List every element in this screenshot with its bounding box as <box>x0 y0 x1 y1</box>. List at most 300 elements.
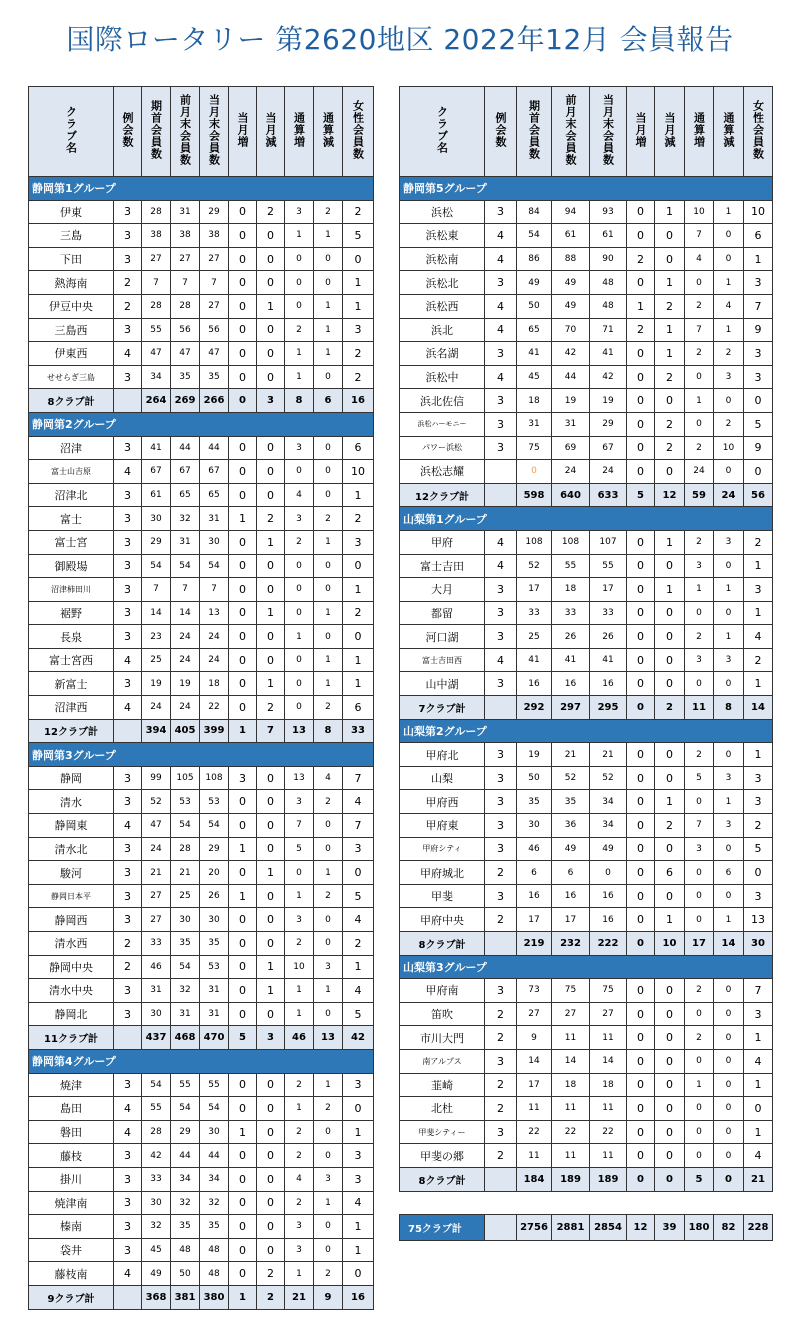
cell-start-members: 38 <box>142 224 171 248</box>
cell-prev-members: 42 <box>552 342 590 366</box>
cell-month-inc: 3 <box>229 766 257 790</box>
cell-total-dec: 3 <box>714 648 744 672</box>
cell-total-dec: 0 <box>714 837 744 861</box>
cell-start-members: 46 <box>142 955 171 979</box>
club-name: 浜松 <box>400 200 485 224</box>
cell-start-members: 46 <box>517 837 552 861</box>
cell-female: 2 <box>343 200 374 224</box>
subtotal-value <box>114 1026 142 1050</box>
club-name: 富士宮 <box>29 530 114 554</box>
cell-month-inc: 0 <box>229 318 257 342</box>
cell-meetings: 3 <box>114 1002 142 1026</box>
cell-prev-members: 27 <box>171 247 200 271</box>
club-row <box>400 1073 773 1097</box>
subtotal-value: 8 <box>314 719 343 743</box>
cell-curr-members: 16 <box>590 908 627 932</box>
subtotal-value: 16 <box>343 1285 374 1309</box>
column-header-label: 当月減 <box>663 112 676 148</box>
cell-total-dec: 2 <box>314 200 343 224</box>
cell-female: 4 <box>343 908 374 932</box>
cell-month-inc: 0 <box>229 294 257 318</box>
cell-month-inc: 0 <box>229 696 257 720</box>
cell-month-inc: 0 <box>627 389 655 413</box>
club-row <box>400 1120 773 1144</box>
cell-total-dec: 0 <box>314 837 343 861</box>
club-row <box>29 601 374 625</box>
cell-month-dec: 1 <box>655 342 685 366</box>
cell-total-inc: 7 <box>285 814 314 838</box>
subtotal-value: 13 <box>314 1026 343 1050</box>
subtotal-value: 21 <box>744 1167 773 1191</box>
cell-curr-members: 17 <box>590 578 627 602</box>
cell-total-inc: 3 <box>685 837 714 861</box>
cell-month-inc: 0 <box>229 342 257 366</box>
cell-month-dec: 0 <box>257 814 285 838</box>
cell-start-members: 54 <box>142 1073 171 1097</box>
cell-meetings: 3 <box>485 389 517 413</box>
cell-total-dec: 0 <box>714 1097 744 1121</box>
cell-prev-members: 54 <box>171 1097 200 1121</box>
subtotal-row <box>400 932 773 956</box>
cell-start-members: 29 <box>142 530 171 554</box>
club-name: 浜松志耀 <box>400 460 485 484</box>
cell-month-dec: 1 <box>257 601 285 625</box>
cell-total-inc: 1 <box>285 979 314 1003</box>
cell-month-inc: 0 <box>627 861 655 885</box>
cell-start-members: 65 <box>517 318 552 342</box>
cell-total-inc: 5 <box>285 837 314 861</box>
group-header-row <box>29 743 374 767</box>
club-row <box>29 837 374 861</box>
club-name: 三島西 <box>29 318 114 342</box>
cell-total-inc: 2 <box>285 318 314 342</box>
club-row <box>29 648 374 672</box>
club-row <box>29 342 374 366</box>
subtotal-value: 8 <box>285 389 314 413</box>
cell-month-dec: 0 <box>257 1073 285 1097</box>
cell-curr-members: 30 <box>200 908 229 932</box>
cell-meetings: 4 <box>485 247 517 271</box>
cell-month-dec: 2 <box>655 294 685 318</box>
cell-start-members: 108 <box>517 530 552 554</box>
cell-curr-members: 27 <box>590 1002 627 1026</box>
club-row <box>29 507 374 531</box>
cell-total-dec: 3 <box>714 814 744 838</box>
cell-month-inc: 0 <box>229 1262 257 1286</box>
cell-curr-members: 44 <box>200 436 229 460</box>
cell-total-dec: 0 <box>314 271 343 295</box>
club-name: 浜松東 <box>400 224 485 248</box>
cell-prev-members: 44 <box>552 365 590 389</box>
cell-start-members: 30 <box>517 814 552 838</box>
cell-total-dec: 0 <box>714 1073 744 1097</box>
cell-meetings: 3 <box>114 530 142 554</box>
cell-curr-members: 0 <box>590 861 627 885</box>
cell-curr-members: 53 <box>200 790 229 814</box>
cell-start-members: 28 <box>142 200 171 224</box>
cell-total-inc: 2 <box>285 932 314 956</box>
cell-female: 0 <box>343 1262 374 1286</box>
cell-total-inc: 3 <box>285 908 314 932</box>
cell-month-inc: 0 <box>229 979 257 1003</box>
cell-curr-members: 18 <box>200 672 229 696</box>
club-row <box>400 672 773 696</box>
club-name: 甲斐シティー <box>400 1120 485 1144</box>
cell-prev-members: 14 <box>171 601 200 625</box>
subtotal-value: 266 <box>200 389 229 413</box>
club-name: 甲府中央 <box>400 908 485 932</box>
club-name: 伊東 <box>29 200 114 224</box>
club-name: 静岡 <box>29 766 114 790</box>
subtotal-value: 394 <box>142 719 171 743</box>
cell-total-dec: 0 <box>314 365 343 389</box>
cell-meetings: 3 <box>114 601 142 625</box>
cell-meetings: 3 <box>485 766 517 790</box>
subtotal-label: 12クラブ計 <box>400 483 485 507</box>
column-header <box>171 87 200 177</box>
column-header-label: クラブ名 <box>64 106 78 154</box>
subtotal-value: 184 <box>517 1167 552 1191</box>
cell-month-inc: 0 <box>229 247 257 271</box>
club-name: 熱海南 <box>29 271 114 295</box>
club-row <box>29 932 374 956</box>
club-row <box>400 436 773 460</box>
cell-meetings: 3 <box>485 1120 517 1144</box>
cell-prev-members: 36 <box>552 814 590 838</box>
cell-prev-members: 56 <box>171 318 200 342</box>
cell-female: 2 <box>343 932 374 956</box>
cell-total-dec: 1 <box>314 1073 343 1097</box>
cell-curr-members: 54 <box>200 814 229 838</box>
subtotal-label: 11クラブ計 <box>29 1026 114 1050</box>
cell-total-inc: 1 <box>685 1073 714 1097</box>
subtotal-value: 5 <box>229 1026 257 1050</box>
cell-total-inc: 1 <box>685 389 714 413</box>
cell-start-members: 33 <box>142 1167 171 1191</box>
cell-prev-members: 94 <box>552 200 590 224</box>
club-row <box>400 271 773 295</box>
cell-prev-members: 105 <box>171 766 200 790</box>
cell-female: 10 <box>744 200 773 224</box>
subtotal-value: 380 <box>200 1285 229 1309</box>
cell-curr-members: 71 <box>590 318 627 342</box>
cell-month-dec: 1 <box>655 271 685 295</box>
club-name: 山中湖 <box>400 672 485 696</box>
cell-meetings: 3 <box>114 1167 142 1191</box>
cell-total-dec: 2 <box>314 790 343 814</box>
cell-month-dec: 0 <box>257 554 285 578</box>
club-name: 山梨 <box>400 766 485 790</box>
cell-start-members: 17 <box>517 1073 552 1097</box>
cell-total-inc: 0 <box>285 554 314 578</box>
subtotal-value <box>114 719 142 743</box>
cell-female: 7 <box>744 294 773 318</box>
cell-curr-members: 18 <box>590 1073 627 1097</box>
cell-start-members: 7 <box>142 578 171 602</box>
cell-female: 3 <box>343 318 374 342</box>
cell-female: 1 <box>343 955 374 979</box>
club-row <box>29 460 374 484</box>
cell-start-members: 7 <box>142 271 171 295</box>
cell-total-dec: 3 <box>714 530 744 554</box>
cell-start-members: 99 <box>142 766 171 790</box>
cell-total-inc: 4 <box>685 247 714 271</box>
cell-total-inc: 5 <box>685 766 714 790</box>
cell-month-inc: 0 <box>627 601 655 625</box>
club-row <box>29 578 374 602</box>
cell-start-members: 49 <box>517 271 552 295</box>
cell-start-members: 11 <box>517 1144 552 1168</box>
club-row <box>29 224 374 248</box>
cell-meetings: 4 <box>114 1262 142 1286</box>
cell-prev-members: 34 <box>171 1167 200 1191</box>
cell-total-inc: 7 <box>685 318 714 342</box>
cell-total-inc: 24 <box>685 460 714 484</box>
cell-month-inc: 0 <box>627 530 655 554</box>
cell-total-dec: 0 <box>314 554 343 578</box>
cell-total-dec: 0 <box>714 460 744 484</box>
cell-month-dec: 0 <box>257 271 285 295</box>
club-name: 甲府南 <box>400 979 485 1003</box>
cell-month-inc: 1 <box>627 294 655 318</box>
cell-total-inc: 0 <box>285 271 314 295</box>
subtotal-value: 437 <box>142 1026 171 1050</box>
club-name: 浜松中 <box>400 365 485 389</box>
cell-prev-members: 52 <box>552 766 590 790</box>
cell-month-inc: 0 <box>627 814 655 838</box>
cell-female: 5 <box>744 837 773 861</box>
club-row <box>29 436 374 460</box>
cell-meetings: 3 <box>114 365 142 389</box>
cell-meetings: 2 <box>485 861 517 885</box>
cell-start-members: 30 <box>142 1191 171 1215</box>
cell-female: 0 <box>343 861 374 885</box>
cell-prev-members: 49 <box>552 271 590 295</box>
cell-total-dec: 1 <box>314 1191 343 1215</box>
club-name: 沼津北 <box>29 483 114 507</box>
club-row <box>400 908 773 932</box>
cell-meetings: 3 <box>485 436 517 460</box>
cell-month-inc: 0 <box>229 483 257 507</box>
cell-prev-members: 44 <box>171 1144 200 1168</box>
cell-total-inc: 4 <box>285 1167 314 1191</box>
cell-curr-members: 20 <box>200 861 229 885</box>
cell-month-dec: 0 <box>257 884 285 908</box>
cell-meetings: 3 <box>485 979 517 1003</box>
cell-total-dec: 1 <box>314 342 343 366</box>
cell-female: 1 <box>744 743 773 767</box>
cell-month-dec: 0 <box>655 743 685 767</box>
subtotal-value: 3 <box>257 1026 285 1050</box>
club-name: 掛川 <box>29 1167 114 1191</box>
column-header <box>552 87 590 177</box>
group-header-row <box>400 177 773 201</box>
club-row <box>400 979 773 1003</box>
club-name: 韮崎 <box>400 1073 485 1097</box>
cell-start-members: 35 <box>517 790 552 814</box>
cell-prev-members: 55 <box>552 554 590 578</box>
cell-month-inc: 0 <box>627 578 655 602</box>
cell-month-inc: 2 <box>627 318 655 342</box>
club-row <box>400 861 773 885</box>
cell-meetings: 3 <box>114 861 142 885</box>
grand-total-value: 2854 <box>590 1215 627 1241</box>
cell-female: 4 <box>744 625 773 649</box>
cell-prev-members: 7 <box>171 271 200 295</box>
cell-female: 0 <box>744 1097 773 1121</box>
subtotal-value <box>485 1167 517 1191</box>
cell-total-inc: 1 <box>685 578 714 602</box>
cell-month-dec: 0 <box>257 625 285 649</box>
cell-month-dec: 0 <box>655 672 685 696</box>
subtotal-row <box>29 1026 374 1050</box>
cell-female: 7 <box>343 814 374 838</box>
club-row <box>29 1073 374 1097</box>
cell-curr-members: 16 <box>590 672 627 696</box>
cell-total-dec: 1 <box>714 790 744 814</box>
grand-total-value: 180 <box>685 1215 714 1241</box>
cell-meetings: 3 <box>485 1049 517 1073</box>
cell-meetings: 3 <box>114 554 142 578</box>
cell-prev-members: 21 <box>552 743 590 767</box>
cell-total-inc: 2 <box>685 1026 714 1050</box>
group-header-row <box>29 177 374 201</box>
grand-total-label: 75クラブ計 <box>400 1215 485 1241</box>
grand-total-value: 2756 <box>517 1215 552 1241</box>
cell-start-members: 27 <box>142 908 171 932</box>
cell-female: 3 <box>343 530 374 554</box>
subtotal-value: 3 <box>257 389 285 413</box>
club-row <box>29 861 374 885</box>
column-header-label: 期首会員数 <box>149 100 163 160</box>
cell-meetings: 3 <box>485 578 517 602</box>
cell-curr-members: 48 <box>590 271 627 295</box>
cell-month-dec: 2 <box>257 1262 285 1286</box>
cell-meetings: 3 <box>114 224 142 248</box>
cell-month-dec: 2 <box>655 412 685 436</box>
cell-female: 1 <box>343 294 374 318</box>
grand-total-value: 39 <box>655 1215 685 1241</box>
column-header <box>714 87 744 177</box>
cell-month-dec: 0 <box>257 436 285 460</box>
cell-curr-members: 107 <box>590 530 627 554</box>
cell-total-inc: 0 <box>285 672 314 696</box>
group-header-row <box>29 1049 374 1073</box>
cell-curr-members: 41 <box>590 342 627 366</box>
club-row <box>400 389 773 413</box>
cell-month-dec: 0 <box>257 483 285 507</box>
cell-total-dec: 0 <box>314 1144 343 1168</box>
cell-prev-members: 48 <box>171 1238 200 1262</box>
cell-female: 1 <box>744 1120 773 1144</box>
cell-month-dec: 0 <box>257 908 285 932</box>
column-header <box>400 87 485 177</box>
cell-start-members: 54 <box>517 224 552 248</box>
cell-female: 5 <box>343 1002 374 1026</box>
club-name: 清水西 <box>29 932 114 956</box>
column-header-label: 期首会員数 <box>527 100 541 160</box>
subtotal-value: 5 <box>685 1167 714 1191</box>
cell-month-inc: 0 <box>627 365 655 389</box>
cell-start-members: 28 <box>142 1120 171 1144</box>
subtotal-value: 189 <box>552 1167 590 1191</box>
subtotal-value <box>485 696 517 720</box>
cell-month-inc: 0 <box>229 1167 257 1191</box>
cell-curr-members: 55 <box>200 1073 229 1097</box>
cell-start-members: 75 <box>517 436 552 460</box>
cell-meetings: 3 <box>114 1215 142 1239</box>
column-header-label: 当月増 <box>236 112 249 148</box>
subtotal-value: 46 <box>285 1026 314 1050</box>
cell-total-inc: 0 <box>685 412 714 436</box>
column-header <box>142 87 171 177</box>
cell-month-inc: 0 <box>627 1120 655 1144</box>
cell-month-inc: 0 <box>627 908 655 932</box>
cell-female: 1 <box>343 1238 374 1262</box>
cell-month-dec: 0 <box>655 837 685 861</box>
subtotal-value: 405 <box>171 719 200 743</box>
cell-meetings: 3 <box>114 790 142 814</box>
cell-prev-members: 35 <box>171 1215 200 1239</box>
club-row <box>29 908 374 932</box>
column-header-label: 女性会員数 <box>351 100 365 160</box>
cell-meetings: 2 <box>485 1097 517 1121</box>
column-header-label: 通算増 <box>292 112 306 148</box>
cell-total-dec: 0 <box>314 625 343 649</box>
cell-total-inc: 0 <box>685 861 714 885</box>
club-name: 榛南 <box>29 1215 114 1239</box>
cell-total-dec: 0 <box>314 908 343 932</box>
club-row <box>29 672 374 696</box>
cell-start-members: 25 <box>142 648 171 672</box>
cell-month-inc: 0 <box>229 200 257 224</box>
cell-prev-members: 24 <box>171 648 200 672</box>
cell-prev-members: 16 <box>552 884 590 908</box>
cell-total-dec: 2 <box>714 412 744 436</box>
cell-month-inc: 0 <box>627 1097 655 1121</box>
cell-month-dec: 0 <box>257 1238 285 1262</box>
cell-female: 0 <box>744 389 773 413</box>
cell-total-inc: 1 <box>285 1097 314 1121</box>
cell-total-inc: 1 <box>285 342 314 366</box>
cell-start-members: 31 <box>142 979 171 1003</box>
group-header-row <box>29 412 374 436</box>
cell-total-inc: 10 <box>685 200 714 224</box>
cell-month-inc: 0 <box>627 200 655 224</box>
cell-total-inc: 0 <box>685 1002 714 1026</box>
cell-month-dec: 0 <box>257 365 285 389</box>
club-name: 富士吉田 <box>400 554 485 578</box>
cell-month-inc: 0 <box>229 625 257 649</box>
cell-curr-members: 41 <box>590 648 627 672</box>
cell-month-dec: 0 <box>257 1215 285 1239</box>
cell-meetings: 3 <box>114 578 142 602</box>
club-name: 北杜 <box>400 1097 485 1121</box>
cell-month-inc: 0 <box>229 554 257 578</box>
cell-month-dec: 0 <box>655 1049 685 1073</box>
group-header-row <box>400 507 773 531</box>
subtotal-label: 8クラブ計 <box>400 1167 485 1191</box>
cell-start-members: 14 <box>517 1049 552 1073</box>
subtotal-value: 0 <box>627 696 655 720</box>
column-header-label: 当月減 <box>264 112 277 148</box>
cell-total-inc: 2 <box>285 1120 314 1144</box>
cell-total-dec: 0 <box>714 672 744 696</box>
cell-month-dec: 0 <box>655 247 685 271</box>
cell-prev-members: 14 <box>552 1049 590 1073</box>
cell-prev-members: 35 <box>171 932 200 956</box>
cell-total-dec: 0 <box>714 979 744 1003</box>
